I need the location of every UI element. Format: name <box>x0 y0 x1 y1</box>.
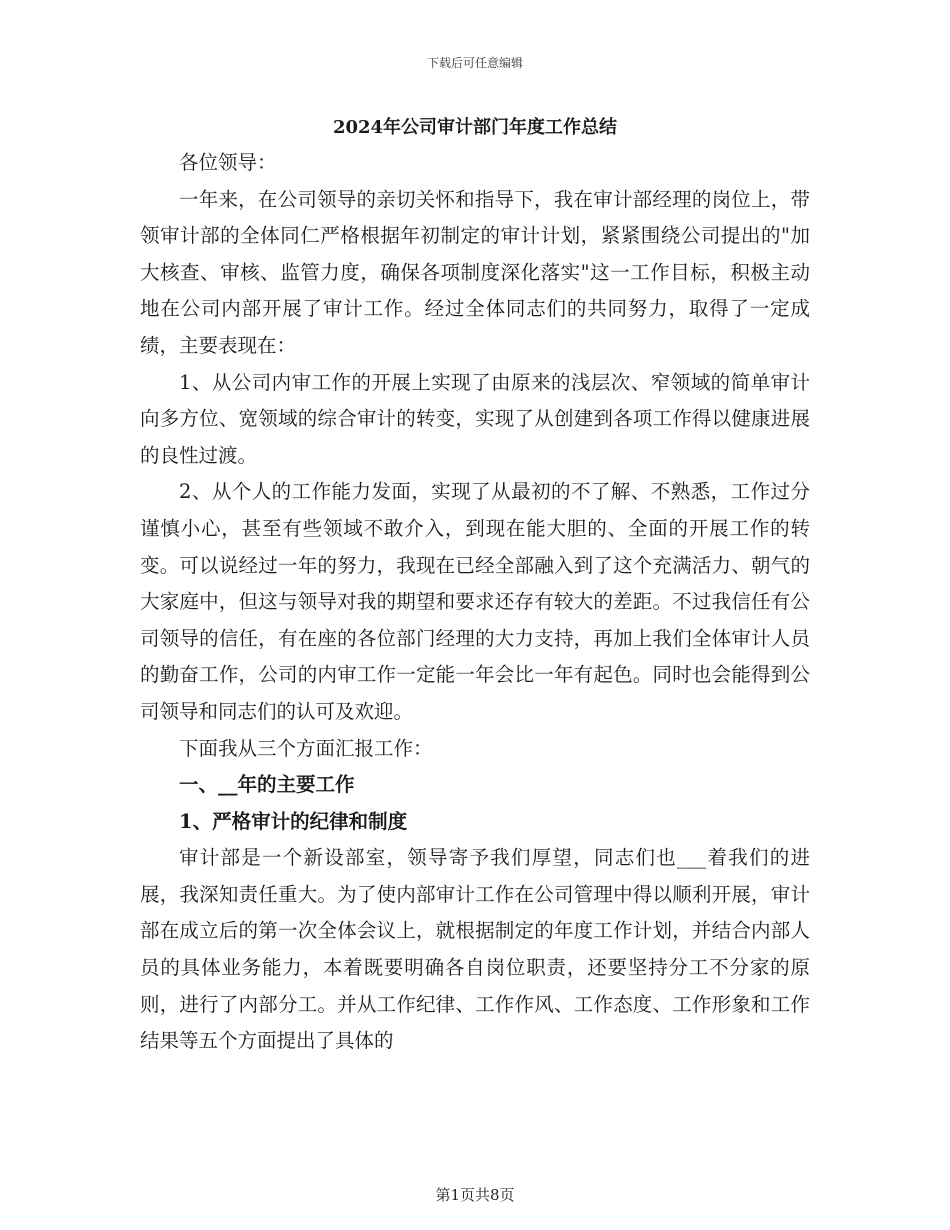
paragraph-audit-discipline: 审计部是一个新设部室，领导寄予我们厚望，同志们也___着我们的进展，我深知责任重大。为了使内部审计工作在公司管理中得以顺利开展，审计部在成立后的第一次全体会议上，就根据制定的年度工作计划，并结合内部人员的具体业务能力，本着既要明确各自岗位职责，还要坚持分工不分家的原则，进行了内部分工。并从工作纪律、工作作风、工作态度、工作形象和工作结果等五个方面提出了具体的 <box>140 846 810 1053</box>
salutation: 各位领导： <box>179 151 277 174</box>
page-header-note: 下载后可任意编辑 <box>426 56 523 70</box>
paragraph-report-intro: 下面我从三个方面汇报工作： <box>179 736 433 760</box>
section-heading-1: 一、__年的主要工作 <box>179 773 355 797</box>
paragraph-point-2: 2、从个人的工作能力发面，实现了从最初的不了解、不熟悉，工作过分谨慎小心，甚至有些领域不敢介入，到现在能大胆的、全面的开展工作的转变。可以说经过一年的努力，我现在已经全部融入到了这个充满活力、朝气的大家庭中，但这与领导对我的期望和要求还存有较大的差距。不过我信任有公司领导的信任，有在座的各位部门经理的大力支持，再加上我们全体审计人员的勤奋工作，公司的内审工作一定能一年会比一年有起色。同时也会能得到公司领导和同志们的认可及欢迎。 <box>140 480 810 723</box>
page-number: 第1页共8页 <box>435 1186 515 1204</box>
document-title: 2024年公司审计部门年度工作总结 <box>332 117 618 138</box>
paragraph-point-1: 1、从公司内审工作的开展上实现了由原来的浅层次、窄领域的简单审计向多方位、宽领域的综合审计的转变，实现了从创建到各项工作得以健康进展的良性过渡。 <box>140 370 810 467</box>
subsection-heading-1: 1、严格审计的纪律和制度 <box>179 809 408 833</box>
document-body <box>140 113 810 1060</box>
paragraph-intro: 一年来，在公司领导的亲切关怀和指导下，我在审计部经理的岗位上，带领审计部的全体同仁严格根据年初制定的审计计划，紧紧围绕公司提出的"加大核查、审核、监管力度，确保各项制度深化落实"这一工作目标，积极主动地在公司内部开展了审计工作。经过全体同志们的共同努力，取得了一定成绩，主要表现在： <box>140 187 810 357</box>
